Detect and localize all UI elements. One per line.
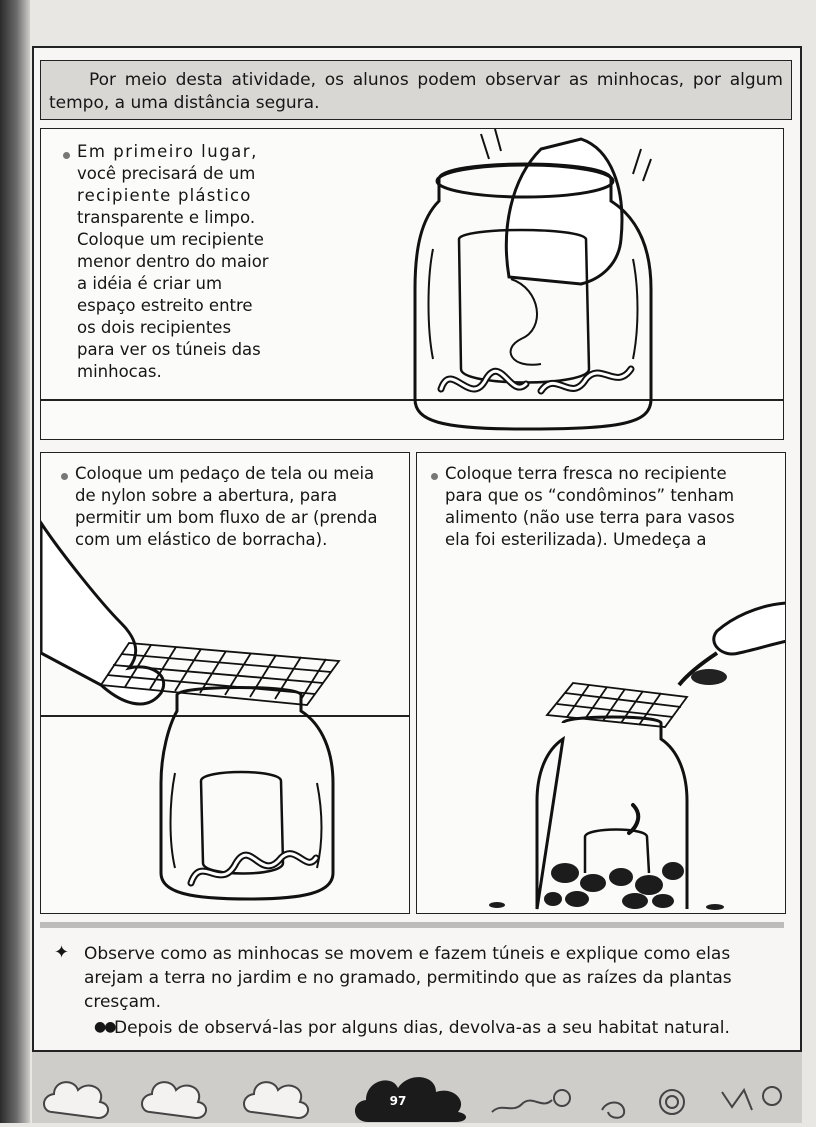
panel-1-line: Em primeiro lugar, (77, 142, 258, 161)
double-dot-icon: ●● (94, 1019, 115, 1035)
four-point-star-icon: ✦ (54, 942, 70, 963)
panel-1-line: transparente e limpo. (77, 208, 256, 227)
footer-decoration-illustration (32, 1052, 802, 1123)
intro-paragraph: Por meio desta atividade, os alunos podem observar as minhocas, por algum tempo, a uma distância segura. (40, 60, 792, 120)
panel-2-line: permitir um bom fluxo de ar (prenda (75, 508, 378, 527)
page-footer (32, 1052, 802, 1123)
panel-1-line: espaço estreito entre (77, 296, 253, 315)
page-number: 97 (389, 1094, 407, 1108)
panel-step-3 (416, 452, 786, 914)
panel-step-1 (40, 128, 784, 440)
panel-3-line: ela foi esterilizada). Umedeça a (445, 530, 707, 549)
panel-2-line: de nylon sobre a abertura, para (75, 486, 338, 505)
jar-with-mesh-illustration (41, 453, 410, 914)
observation-section (40, 922, 784, 1046)
panel-3-line: para que os “condôminos” tenham (445, 486, 735, 505)
activity-page (32, 46, 802, 1052)
panel-step-2 (40, 452, 410, 914)
panel-2-line: Coloque um pedaço de tela ou meia (75, 464, 375, 483)
book-spine-shadow (0, 0, 30, 1123)
panel-3-line: Coloque terra fresca no recipiente (445, 464, 727, 483)
return-paragraph: Depois de observá-las por alguns dias, devolva-as a seu habitat natural. (114, 1018, 730, 1038)
jar-with-worms-illustration (41, 129, 784, 440)
panel-1-line: você precisará de um (77, 164, 256, 183)
panel-1-line: minhocas. (77, 362, 162, 381)
panel-1-line: para ver os túneis das (77, 340, 261, 359)
panel-1-line: os dois recipientes (77, 318, 232, 337)
jar-with-soil-illustration (417, 453, 786, 914)
panel-2-line: com um elástico de borracha). (75, 530, 328, 549)
panel-1-line: Coloque um recipiente (77, 230, 264, 249)
panel-1-line: menor dentro do maior (77, 252, 269, 271)
panel-3-line: alimento (não use terra para vasos (445, 508, 735, 527)
panel-1-line: a idéia é criar um (77, 274, 223, 293)
panel-1-line: recipiente plástico (77, 186, 252, 205)
observe-paragraph: Observe como as minhocas se movem e fazem túneis e explique como elas arejam a terra no jardim e no gramado, permitindo que as raízes da plantas cresçam. (84, 944, 732, 1012)
